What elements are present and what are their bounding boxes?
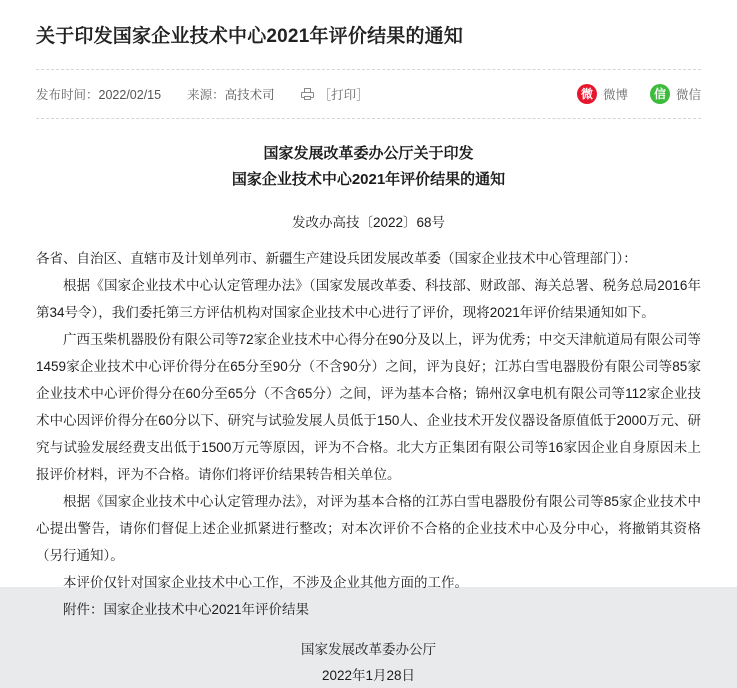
document-number: 发改办高技〔2022〕68号 [291,215,446,231]
share-area [555,84,701,104]
paragraph-recipients: 各省、自治区、直辖市及计划单列市、新疆生产建设兵团发展改革委（国家企业技术中心管理部门）： [36,251,637,267]
wechat-icon: 信 [650,84,670,104]
weibo-icon: 微 [577,84,597,104]
document-heading-line2: 国家企业技术中心2021年评价结果的通知 [231,170,506,188]
paragraph-scope: 本评价仅针对国家企业技术中心工作，不涉及企业其他方面的工作。 [63,575,468,591]
article-body [0,119,737,688]
meta-bar [0,70,737,118]
signature-org: 国家发展改革委办公厅 [301,642,436,658]
share-wechat-label: 微信 [675,87,701,102]
print-button[interactable] [301,85,369,103]
paragraph-basis: 根据《国家企业技术中心认定管理办法》（国家发展改革委、科技部、财政部、海关总署、税务总局2016年第34号令），我们委托第三方评估机构对国家企业技术中心进行了评价，现将2021年评价结果通知如下。 [36,278,701,321]
document-heading-line1: 国家发展改革委办公厅关于印发 [263,144,474,162]
publish-time [36,85,161,103]
signature-block [36,637,701,688]
title-bar [0,0,737,69]
printer-icon [301,88,314,100]
share-wechat-button[interactable] [650,84,701,104]
source [187,85,275,103]
publish-time-value: 2022/02/15 [98,87,162,102]
paragraph-results: 广西玉柴机器股份有限公司等72家企业技术中心得分在90分及以上，评为优秀；中交天津航道局有限公司等1459家企业技术中心评价得分在65分至90分（不含90分）之间，评为良好；江苏白雪电器股份有限公司等85家企业技术中心评价得分在60分至65分（不含65分）之间，评为基本合格；锦州汉拿电机有限公司等112家企业技术中心因评价得分在60分以下、研究与试验发展人员低于150人、企业技术开发仪器设备原值低于2000万元、研究与试验发展经费支出低于1500万元等原因，评为不合格。北大方正集团有限公司等16家因企业自身原因未上报评价材料，评为不合格。请你们将评价结果转告相关单位。 [36,332,701,483]
document-heading [36,141,701,194]
paragraph-warning: 根据《国家企业技术中心认定管理办法》，对评为基本合格的江苏白雪电器股份有限公司等85家企业技术中心提出警告，请你们督促上述企业抓紧进行整改；对本次评价不合格的企业技术中心及分中心，将撤销其资格（另行通知）。 [36,494,701,564]
paragraph-attachment: 附件：国家企业技术中心2021年评价结果 [63,602,310,618]
source-value: 高技术司 [224,87,275,102]
share-weibo-label: 微博 [602,87,628,102]
signature-date: 2022年1月28日 [321,667,416,683]
share-weibo-button[interactable] [577,84,628,104]
print-button-label: ［打印］ [318,87,369,102]
source-label: 来源： [187,87,225,102]
page-title: 关于印发国家企业技术中心2021年评价结果的通知 [36,26,464,47]
publish-time-label: 发布时间： [36,87,99,102]
